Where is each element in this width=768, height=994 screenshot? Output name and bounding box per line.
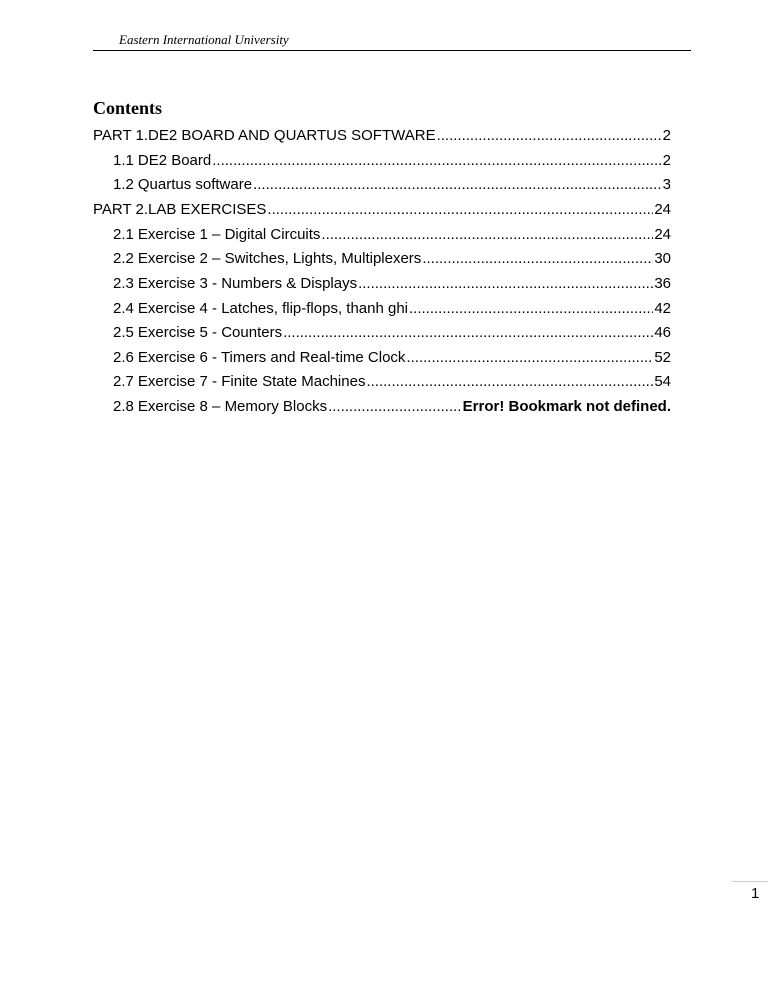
toc-entry-1-2[interactable] bbox=[93, 173, 671, 198]
toc-entry-1-1[interactable] bbox=[93, 149, 671, 174]
toc-entry-page: 3 bbox=[662, 176, 671, 194]
toc-entry-title: DE2 BOARD AND QUARTUS SOFTWARE bbox=[148, 127, 436, 144]
dot-leader bbox=[422, 247, 653, 272]
toc-entry-2-4[interactable] bbox=[93, 297, 671, 322]
toc-entry-title: DE2 Board bbox=[137, 151, 212, 169]
dot-leader bbox=[253, 173, 662, 198]
toc-entry-2-2[interactable] bbox=[93, 247, 671, 272]
toc-entry-number: 2.6 bbox=[113, 348, 134, 366]
toc-entry-page-error: Error! Bookmark not defined. bbox=[462, 397, 671, 415]
toc-entry-page: 24 bbox=[654, 200, 671, 218]
toc-entry-page: 36 bbox=[654, 274, 671, 292]
toc-entry-page: 54 bbox=[654, 373, 671, 391]
footer-divider bbox=[732, 881, 768, 882]
toc-entry-title: Quartus software bbox=[137, 176, 253, 194]
toc-entry-number: 1.1 bbox=[113, 151, 134, 169]
dot-leader bbox=[328, 395, 462, 420]
dot-leader bbox=[358, 272, 653, 297]
dot-leader bbox=[437, 124, 662, 149]
toc-entry-page: 24 bbox=[654, 225, 671, 243]
toc-entry-2-8[interactable] bbox=[93, 395, 671, 420]
header-text: Eastern International University bbox=[119, 32, 289, 47]
toc-entry-number: 2.3 bbox=[113, 274, 134, 292]
toc-entry-2-7[interactable] bbox=[93, 370, 671, 395]
toc-entry-title: Exercise 6 - Timers and Real-time Clock bbox=[137, 348, 406, 366]
toc-entry-2-3[interactable] bbox=[93, 272, 671, 297]
toc-entry-title: Exercise 4 - Latches, flip-flops, thanh ghi bbox=[137, 299, 408, 317]
toc-entry-number: 2.5 bbox=[113, 324, 134, 342]
dot-leader bbox=[212, 149, 661, 174]
toc-entry-page: 52 bbox=[654, 348, 671, 366]
toc-entry-title: Exercise 7 - Finite State Machines bbox=[137, 373, 366, 391]
toc-entry-page: 30 bbox=[654, 250, 671, 268]
toc-entry-part-2[interactable] bbox=[93, 198, 671, 223]
toc-entry-2-5[interactable] bbox=[93, 321, 671, 346]
contents-heading: Contents bbox=[93, 98, 163, 118]
toc-entry-title: Exercise 3 - Numbers & Displays bbox=[137, 274, 358, 292]
toc-entry-2-1[interactable] bbox=[93, 223, 671, 248]
page-number: 1 bbox=[751, 885, 760, 902]
toc-entry-number: 2.1 bbox=[113, 225, 134, 243]
dot-leader bbox=[267, 198, 653, 223]
toc-entry-number: 2.8 bbox=[113, 397, 134, 415]
toc-entry-title: Exercise 1 – Digital Circuits bbox=[137, 225, 321, 243]
toc-entry-page: 2 bbox=[662, 127, 671, 144]
toc-entry-number: 2.2 bbox=[113, 250, 134, 268]
dot-leader bbox=[409, 297, 653, 322]
toc-entry-title: LAB EXERCISES bbox=[148, 200, 267, 218]
toc-entry-number: 1.2 bbox=[113, 176, 134, 194]
dot-leader bbox=[406, 346, 653, 371]
toc-entry-part-1[interactable] bbox=[93, 124, 671, 149]
toc-entry-title: Exercise 8 – Memory Blocks bbox=[137, 397, 328, 415]
toc-entry-page: 42 bbox=[654, 299, 671, 317]
page-header bbox=[93, 30, 691, 51]
table-of-contents bbox=[93, 124, 671, 420]
toc-entry-number: 2.7 bbox=[113, 373, 134, 391]
toc-entry-number: PART 1. bbox=[93, 127, 149, 144]
toc-entry-title: Exercise 2 – Switches, Lights, Multiplexers bbox=[137, 250, 422, 268]
toc-entry-title: Exercise 5 - Counters bbox=[137, 324, 283, 342]
dot-leader bbox=[366, 370, 653, 395]
toc-entry-number: 2.4 bbox=[113, 299, 134, 317]
dot-leader bbox=[321, 223, 653, 248]
dot-leader bbox=[283, 321, 653, 346]
toc-entry-page: 46 bbox=[654, 324, 671, 342]
toc-entry-2-6[interactable] bbox=[93, 346, 671, 371]
toc-entry-page: 2 bbox=[662, 151, 671, 169]
toc-entry-number: PART 2. bbox=[93, 200, 149, 218]
